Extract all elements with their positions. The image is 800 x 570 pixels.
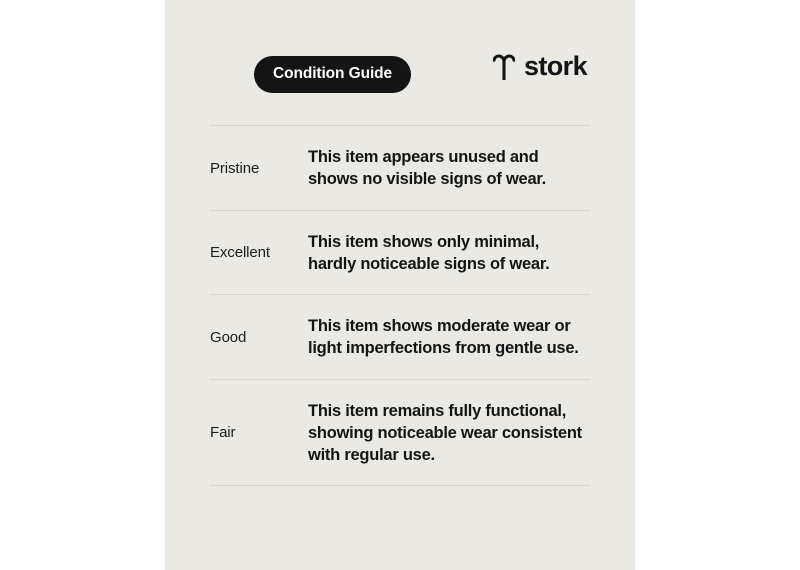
table-row [210,379,590,487]
table-row [210,125,590,210]
condition-label: Excellent [210,244,270,262]
condition-label: Fair [210,424,236,442]
condition-table [210,125,590,486]
brand-name: stork [523,50,587,81]
condition-description: This item shows only minimal, hardly noticeable signs of wear. [308,232,550,273]
condition-label: Pristine [210,159,260,177]
condition-guide-card [165,0,635,570]
condition-label: Good [210,328,247,346]
card-header [210,0,590,125]
condition-description: This item appears unused and shows no visible signs of wear. [308,148,546,189]
brand-lockup [493,52,587,80]
condition-description: This item remains fully functional, showing noticeable wear consistent with regular use. [308,401,582,465]
condition-description: This item shows moderate wear or light imperfections from gentle use. [308,317,579,358]
condition-guide-badge: Condition Guide [254,56,411,93]
table-row [210,210,590,295]
table-row [210,294,590,379]
stork-logo-icon [493,52,515,80]
